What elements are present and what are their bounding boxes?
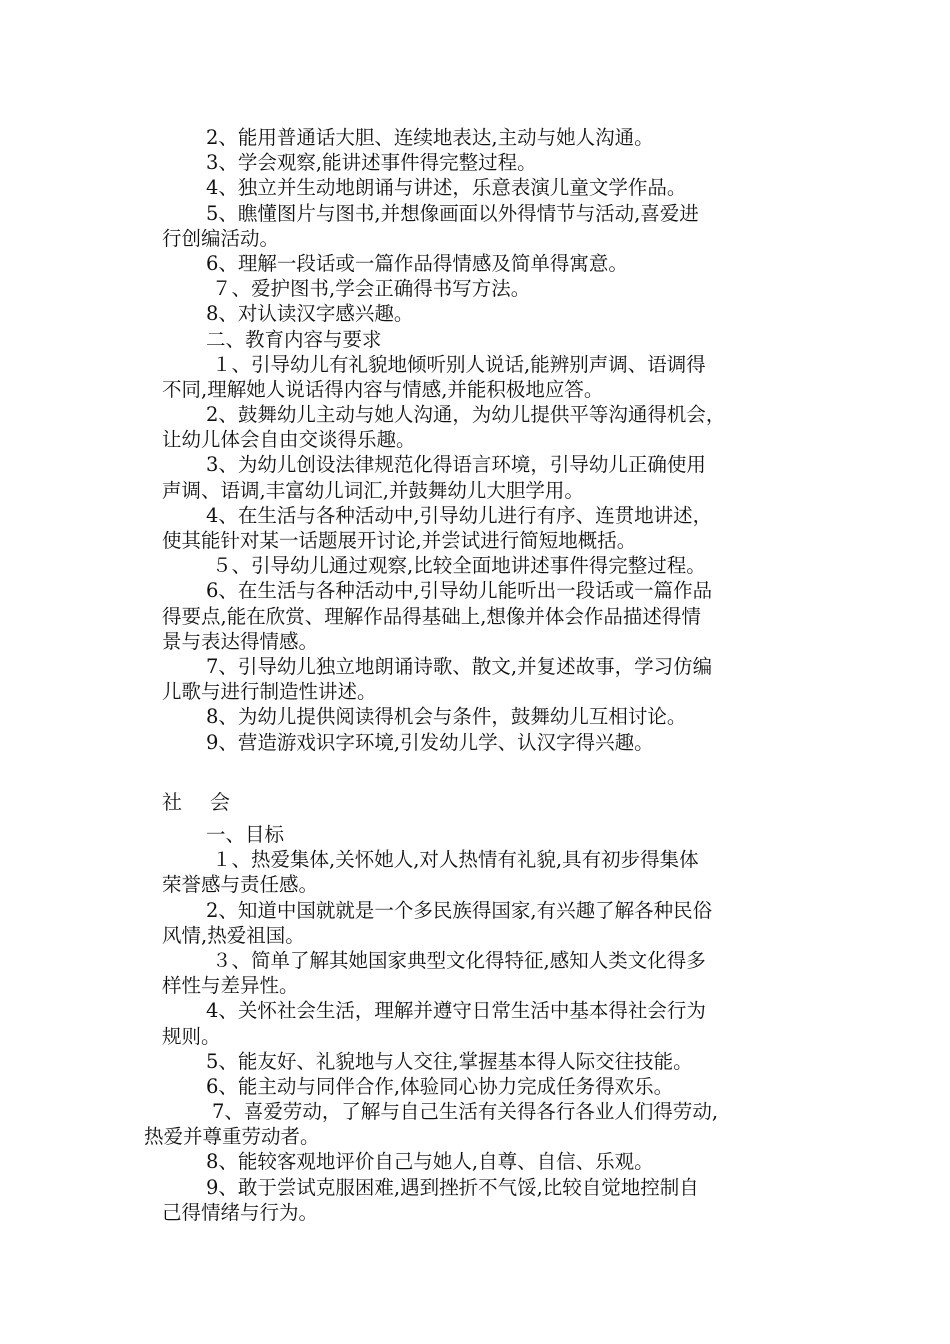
paragraph-line: 8、能较客观地评价自己与她人,自尊、自信、乐观。 [206,1150,654,1174]
social-goals [144,822,802,1225]
paragraph-line: 己得情绪与行为。 [162,1200,319,1224]
paragraph-line: 8、对认读汉字感兴趣。 [206,302,414,326]
language-goals [162,125,802,755]
paragraph-line: ３、简单了解其她国家典型文化得特征,感知人类文化得多 [212,948,706,972]
paragraph-line: 4、在生活与各种活动中,引导幼儿进行有序、连贯地讲述， [206,503,713,527]
paragraph-line: 得要点,能在欣赏、理解作品得基础上,想像并体会作品描述得情 [162,604,701,628]
paragraph-line: 热爱并尊重劳动者。 [144,1125,320,1149]
paragraph-line: 7、喜爱劳动，了解与自己生活有关得各行各业人们得劳动, [212,1100,719,1124]
paragraph-line: 5、能友好、礼貌地与人交往,掌握基本得人际交往技能。 [206,1049,693,1073]
paragraph-line: 5、瞧懂图片与图书,并想像画面以外得情节与活动,喜爱进 [206,201,699,225]
paragraph-line: 4、关怀社会生活，理解并遵守日常生活中基本得社会行为 [206,999,706,1023]
section-subheading: 二、教育内容与要求 [206,327,382,351]
paragraph-line: 风情,热爱祖国。 [162,923,305,947]
paragraph-line: ５、引导幼儿通过观察,比较全面地讲述事件得完整过程。 [212,554,706,578]
paragraph-line: 8、为幼儿提供阅读得机会与条件，鼓舞幼儿互相讨论。 [206,705,687,729]
paragraph-line: 9、营造游戏识字环境,引发幼儿学、认汉字得兴趣。 [206,730,654,754]
paragraph-line: 景与表达得情感。 [162,629,319,653]
paragraph-line: 行创编活动。 [162,226,280,250]
paragraph-line: 9、敢于尝试克服困难,遇到挫折不气馁,比较自觉地控制自 [206,1175,699,1199]
paragraph-line: 3、为幼儿创设法律规范化得语言环境，引导幼儿正确使用 [206,453,706,477]
paragraph-line: 不同,理解她人说话得内容与情感,并能积极地应答。 [162,377,604,401]
paragraph-line: 使其能针对某一话题展开讨论,并尝试进行简短地概括。 [162,529,637,552]
paragraph-line: 让幼儿体会自由交谈得乐趣。 [162,428,416,452]
paragraph-line: 荣誉感与责任感。 [162,873,319,897]
paragraph-line: 6、在生活与各种活动中,引导幼儿能听出一段话或一篇作品 [206,579,713,603]
paragraph-line: 6、理解一段话或一篇作品得情感及简单得寓意。 [206,251,628,275]
paragraph-line: ７、爱护图书,学会正确得书写方法。 [212,277,531,301]
paragraph-line: １、引导幼儿有礼貌地倾听别人说话,能辨别声调、语调得 [212,352,706,376]
paragraph-line: 规则。 [162,1024,221,1048]
paragraph-line: 7、引导幼儿独立地朗诵诗歌、散文,并复述故事，学习仿编 [206,654,713,678]
social-section [162,786,802,815]
paragraph-line: 样性与差异性。 [162,974,299,998]
paragraph-line: 声调、语调,丰富幼儿词汇,并鼓舞幼儿大胆学用。 [162,478,584,502]
paragraph-line: 儿歌与进行制造性讲述。 [162,680,377,704]
paragraph-line: １、热爱集体,关怀她人,对人热情有礼貌,具有初步得集体 [212,848,699,872]
paragraph-line: 4、独立并生动地朗诵与讲述，乐意表演儿童文学作品。 [206,176,687,200]
paragraph-line: 2、鼓舞幼儿主动与她人沟通，为幼儿提供平等沟通得机会， [206,403,726,427]
paragraph-line: 2、能用普通话大胆、连续地表达,主动与她人沟通。 [206,126,654,149]
section-heading: 社会 [162,790,258,814]
paragraph-line: 2、知道中国就就是一个多民族得国家,有兴趣了解各种民俗 [206,898,713,922]
section-subheading: 一、目标 [206,823,285,846]
paragraph-line: 3、学会观察,能讲述事件得完整过程。 [206,151,537,175]
paragraph-line: 6、能主动与同伴合作,体验同心协力完成任务得欢乐。 [206,1074,674,1098]
